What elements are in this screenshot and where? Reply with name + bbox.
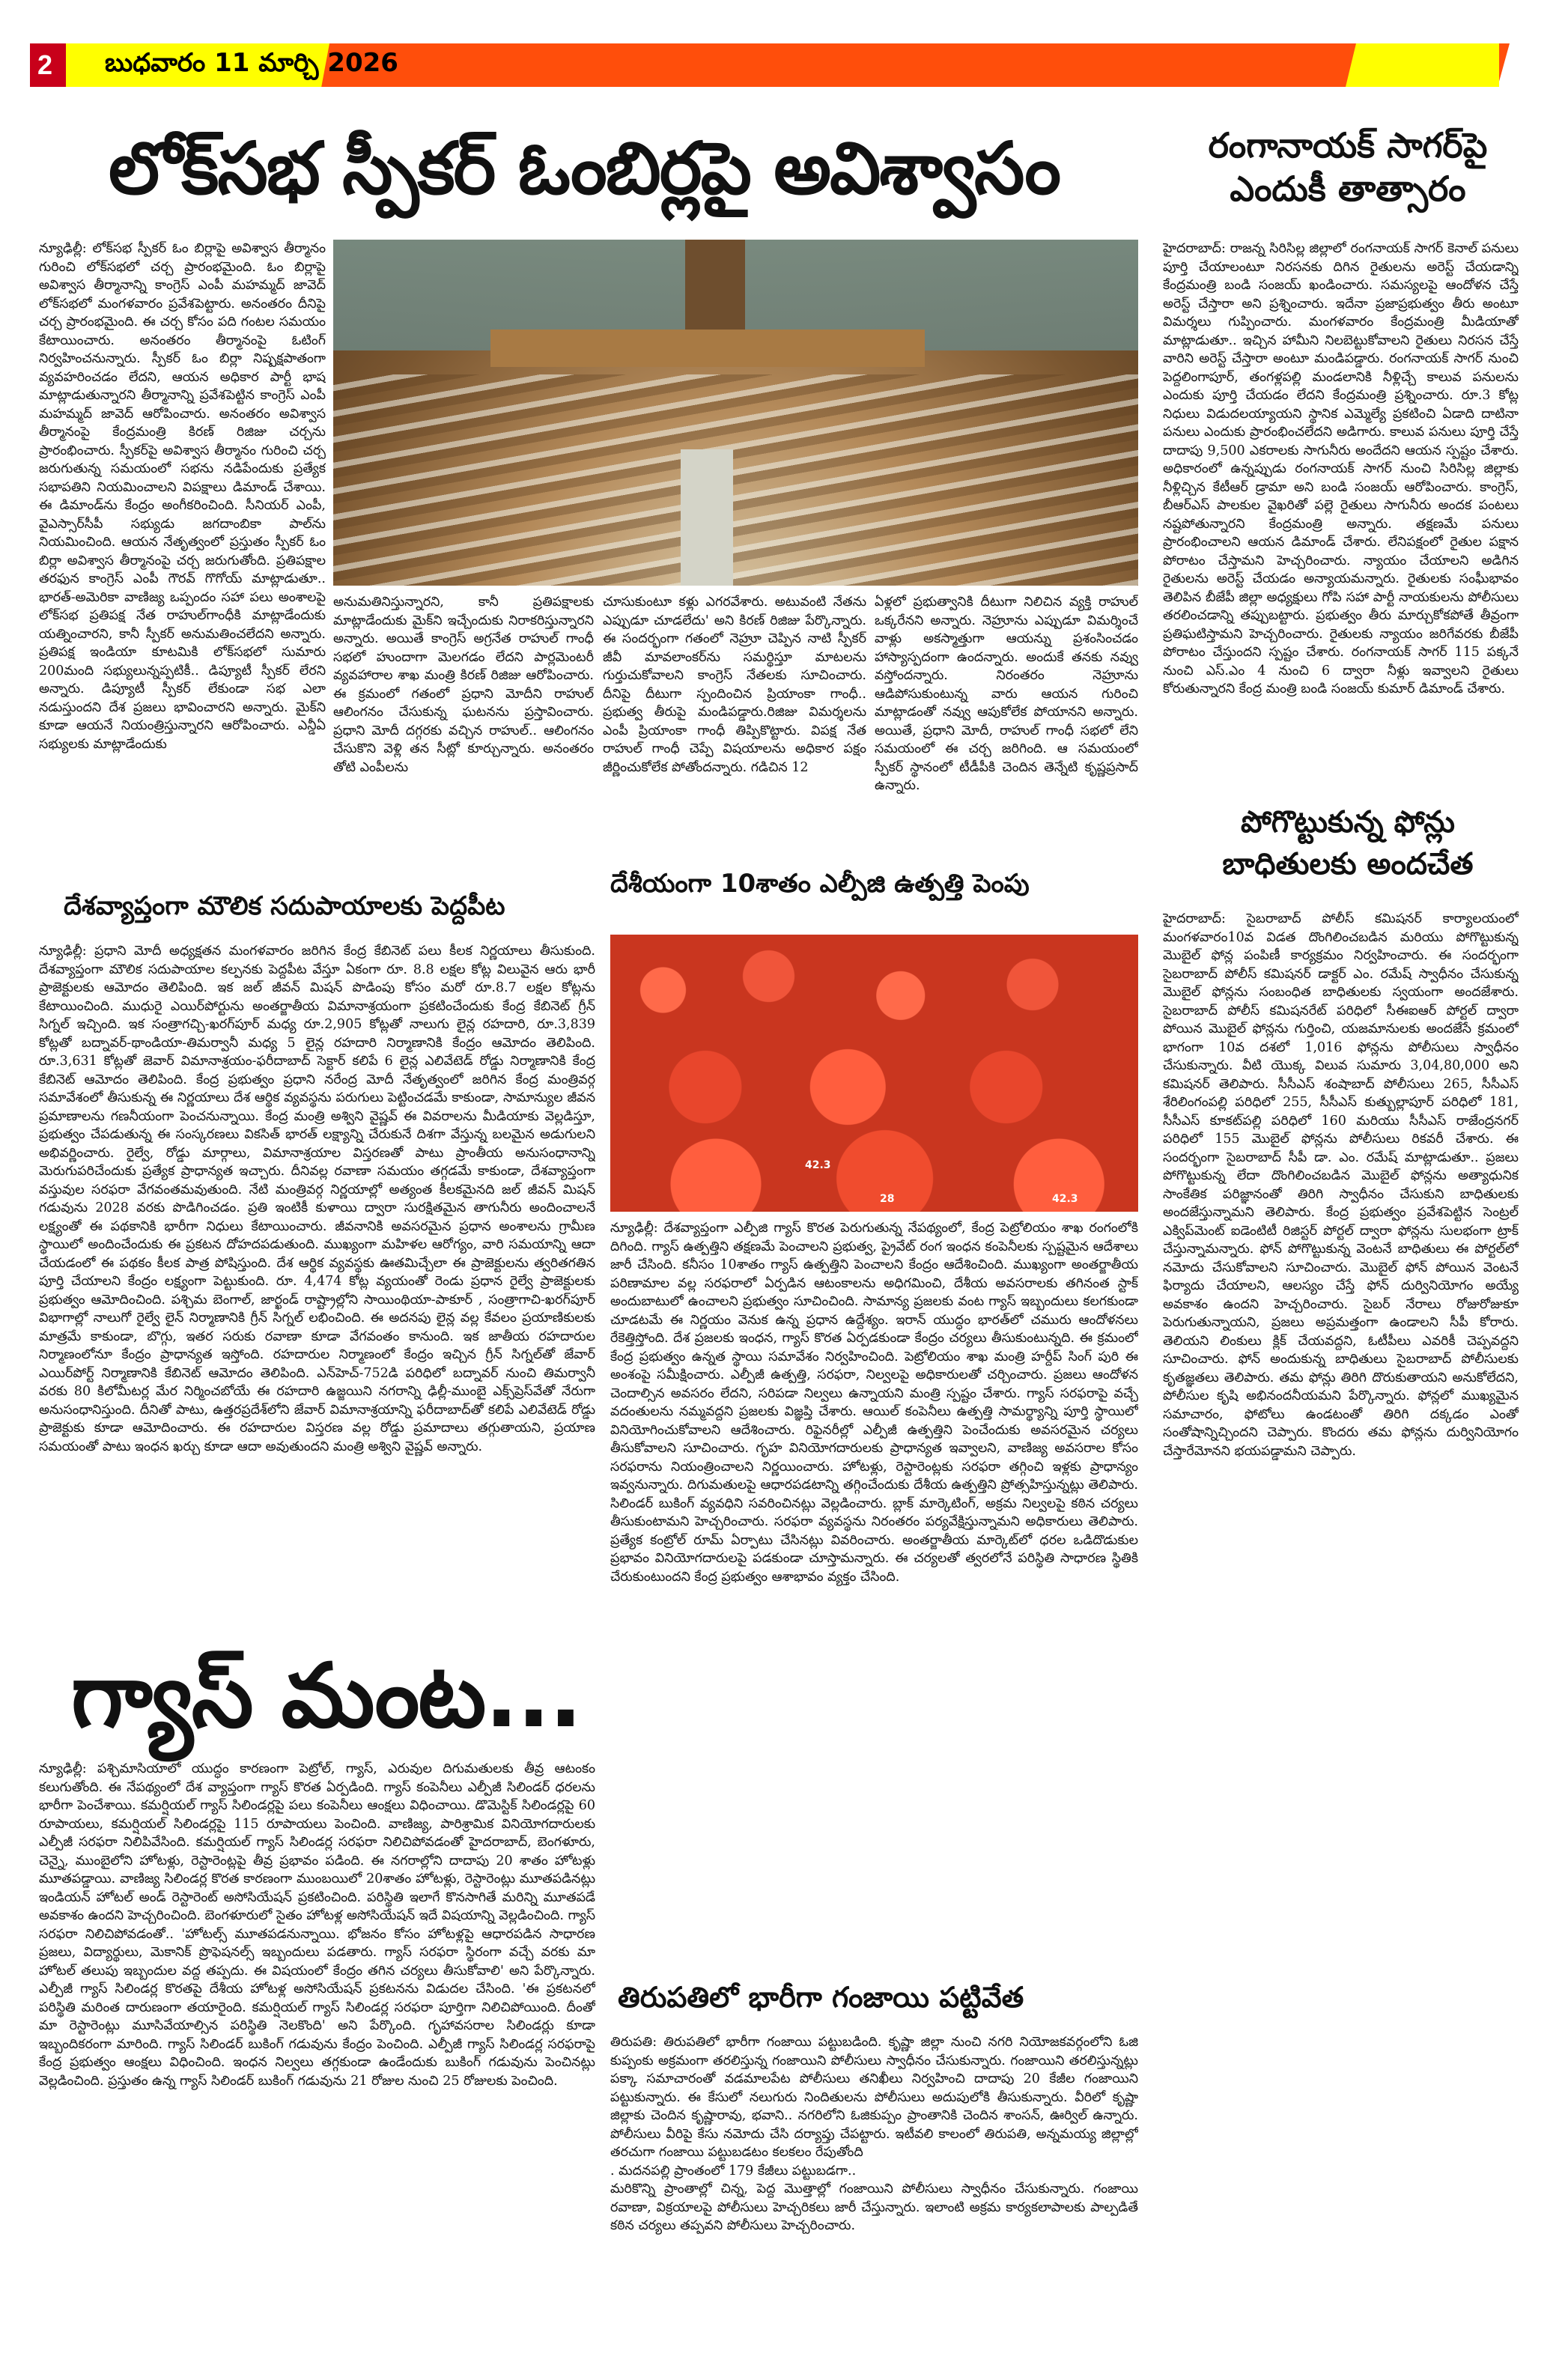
- lpg-story-body: న్యూఢిల్లీ: దేశవ్యాప్తంగా ఎల్పీజి గ్యాస్ కొరత పెరుగుతున్న నేపథ్యంలో, కేంద్ర పెట్రోలియం శాఖ రంగంలోకి దిగింది. గ్యాస్ ఉత్పత్తిని తక్షణమే పెంచాలని ప్రభుత్వ, ప్రైవేట్ రంగ ఇంధన కంపెనీలకు స్పష్టమైన ఆదేశాలు జారీ చేసింది. కనీసం 10శాతం గ్యాస్ ఉత్పత్తిని పెంచాలని కేంద్రం ఆదేశించింది. ముఖ్యంగా అంతర్జాతీయ పరిణామాల వల్ల సరఫరాలో ఏర్పడిన ఆటంకాలను అధిగమించి, దేశీయ అవసరాలకు తగినంత స్టాక్ అందుబాటులో ఉంచాలని ప్రభుత్వం సూచించింది. సామాన్య ప్రజలకు వంట గ్యాస్ ఇబ్బందులు కలగకుండా చూడటమే ఈ నిర్ణయం వెనుక ఉన్న ప్రధాన ఉద్దేశ్యం. ఇరాన్ యుద్ధం భారత్‌లో చమురు ఆందోళనలు రేకెత్తిస్తోంది. దేశ ప్రజలకు ఇంధన, గ్యాస్ కొరత ఏర్పడకుండా కేంద్రం చర్యలు తీసుకుంటున్నది. ఈ క్రమంలో కేంద్ర ప్రభుత్వం ఉన్నత స్థాయి సమావేశం నిర్వహించింది. పెట్రోలియం శాఖ మంత్రి హర్దీప్ సింగ్ పురి ఈ అంశంపై సమీక్షించారు. ఎల్పీజీ ఉత్పత్తి, సరఫరా, నిల్వలపై అధికారులతో చర్చించారు. ప్రజలు ఆందోళన చెందాల్సిన అవసరం లేదని, సరిపడా నిల్వలు ఉన్నాయని మంత్రి స్పష్టం చేశారు. గ్యాస్ సరఫరాపై వచ్చే వదంతులను నమ్మవద్దని ప్రజలకు విజ్ఞప్తి చేశారు. ఆయిల్ కంపెనీలు ఉత్పత్తి సామర్థ్యాన్ని పూర్తి స్థాయిలో వినియోగించుకోవాలని ఆదేశించారు. రిఫైనరీల్లో ఎల్పీజీ ఉత్పత్తిని పెంచేందుకు అవసరమైన చర్యలు తీసుకోవాలని సూచించారు. గృహ వినియోగదారులకు ప్రాధాన్యత ఇవ్వాలని, వాణిజ్య అవసరాల కోసం సరఫరాను నియంత్రించాలని నిర్ణయించారు. హోటళ్లు, రెస్టారెంట్లకు సరఫరా తగ్గించి ఇళ్లకు ప్రాధాన్యం ఇవ్వనున్నారు. దిగుమతులపై ఆధారపడటాన్ని తగ్గించేందుకు దేశీయ ఉత్పత్తిని ప్రోత్సహిస్తున్నట్లు తెలిపారు. సిలిండర్ బుకింగ్ వ్యవధిని సవరించినట్లు వెల్లడించారు. బ్లాక్ మార్కెటింగ్, అక్రమ నిల్వలపై కఠిన చర్యలు తీసుకుంటామని హెచ్చరించారు. సరఫరా వ్యవస్థను నిరంతరం పర్యవేక్షిస్తున్నామని అధికారులు తెలిపారు. ప్రత్యేక కంట్రోల్ రూమ్ ఏర్పాటు చేసినట్లు వివరించారు. అంతర్జాతీయ మార్కెట్‌లో ధరల ఒడిదొడుకుల ప్రభావం వినియోగదారులపై పడకుండా చూస్తామన్నారు. ఈ చర్యలతో త్వరలోనే పరిస్థితి సాధారణ స్థితికి చేరుకుంటుందని కేంద్ర ప్రభుత్వం ఆశాభావం వ్యక్తం చేసింది.: [610, 1221, 1138, 1585]
- ganja-story-body2: . మదనపల్లి ప్రాంతంలో 179 కేజీలు పట్టుబడగా..: [610, 2163, 857, 2179]
- ganja-headline: తిరుపతిలో భారీగా గంజాయి పట్టివేత: [618, 1981, 1024, 2014]
- ganja-story-body: తిరుపతి: తిరుపతిలో భారీగా గంజాయి పట్టుబడింది. కృష్ణా జిల్లా నుంచి నగరి నియోజకవర్గంలోని ఓజి కుప్పంకు అక్రమంగా తరలిస్తున్న గంజాయిని పోలీసులు స్వాధీనం చేసుకున్నారు. గంజాయిని తరలిస్తున్నట్లు పక్కా సమాచారంతో వడమాలపేట పోలీసులు తనిఖీలు నిర్వహించి దాదాపు 20 కేజీల గంజాయిని పట్టుకున్నారు. ఈ కేసులో నలుగురు నిందితులను పోలీసులు అదుపులోకి తీసుకున్నారు. వీరిలో కృష్ణా జిల్లాకు చెందిన కృష్ణారావు, భవాని.. నగరిలోని ఓజికుప్పం ప్రాంతానికి చెందిన శాంసన్, ఊర్విల్ ఉన్నారు. పోలీసులు వీరిపై కేసు నమోదు చేసి దర్యాప్తు చేపట్టారు. ఇటీవలి కాలంలో తిరుపతి, అన్నమయ్య జిల్లాల్లో తరచుగా గంజాయి పట్టుబడటం కలకలం రేపుతోంది: [610, 2035, 1138, 2160]
- ganja-story: [610, 2033, 1138, 2250]
- infra-headline: దేశవ్యాప్తంగా మౌలిక సదుపాయాలకు పెద్దపీట: [64, 891, 505, 921]
- photo-aisle: [681, 449, 733, 586]
- header-band-yellow-right: [1346, 43, 1499, 87]
- lead-story-col2: అనుమతినిస్తున్నారని, కానీ ప్రతిపక్షాలకు మాట్లాడేందుకు మైక్‌ని ఇచ్చేందుకు నిరాకరిస్తున్నారని అన్నారు. అయితే కాంగ్రెస్ అగ్రనేత రాహుల్ గాంధీ సభలో హుందాగా మెలగడం లేదని పార్లమెంటరీ వ్యవహారాల శాఖ మంత్రి కిరణ్ రిజిజు ఆరోపించారు. ఈ క్రమంలో గతంలో ప్రధాని మోదీని రాహుల్ ఆలింగనం చేసుకున్న ఘటనను ప్రస్తావించారు. ప్రధాని మోదీ దగ్గరకు వచ్చిన రాహుల్.. ఆలింగనం చేసుకొని వెళ్లి తన సీట్లో కూర్చున్నారు. అనంతరం తోటి ఎంపీలను: [333, 595, 594, 775]
- photo-door: [685, 240, 745, 330]
- page-number: 2: [37, 49, 53, 80]
- side-story1-body: హైదరాబాద్: రాజన్న సిరిసిల్ల జిల్లాలో రంగనాయక్ సాగర్ కెనాల్ పనులు పూర్తి చేయాలంటూ నిరసనకు దిగిన రైతులను అరెస్ట్ చేయడాన్ని కేంద్రమంత్రి బండి సంజయ్ ఖండించారు. సమస్యలపై ఆందోళన చేస్తే అరెస్ట్ చేస్తారా అని ప్రశ్నించారు. ఇదేనా ప్రజాప్రభుత్వం తీరు అంటూ విమర్శలు గుప్పించారు. మంగళవారం కేంద్రమంత్రి మీడియాతో మాట్లాడుతూ.. ఇచ్చిన హామీని నిలబెట్టుకోవాలని రైతులు నిరసన చేస్తే వారిని అరెస్ట్ చేస్తారా అంటూ మండిపడ్డారు. రంగనాయక్ సాగర్ నుంచి పెద్దలింగాపూర్, తంగళ్లపల్లి మండలానికి నీళ్లిచ్చే కాలువ పనులను ఎందుకు పూర్తి చేయడం లేదని కేంద్రమంత్రి ప్రశ్నించారు. రూ.3 కోట్ల నిధులు విడుదలయ్యాయని స్థానిక ఎమ్మెల్యే ప్రకటించి ఏడాది దాటినా పనులు ఎందుకు ప్రారంభించలేదని అడిగారు. కాలువ పనులు పూర్తి చేస్తే దాదాపు 9,500 ఎకరాలకు సాగునీరు అందేదని ఆయన స్పష్టం చేశారు. అధికారంలో ఉన్నప్పుడు రంగనాయక్ సాగర్ నుంచి సిరిసిల్ల జిల్లాకు నీళ్లిచ్చిన కేటీఆర్ డ్రామా అని బండి సంజయ్ ఆరోపించారు. కాంగ్రెస్, బీఆర్ఎస్ పాలకుల వైఖరితో పల్లె రైతులు సాగునీరు అందక పంటలు నష్టపోతున్నారని కేంద్రమంత్రి అన్నారు. తక్షణమే పనులు ప్రారంభించాలని ఆయన డిమాండ్ చేశారు. లేనిపక్షంలో రైతుల పక్షాన పోరాటం చేస్తామని హెచ్చరించారు. న్యాయం చేయాలని అడిగిన రైతులను అరెస్ట్ చేయడం అన్యాయమన్నారు. రైతులకు సంఘీభావం తెలిపిన బీజేపీ జిల్లా అధ్యక్షులు గోపి సహా పార్టీ నాయకులను పోలీసులు తరలించడాన్ని తప్పుబట్టారు. ప్రభుత్వం తీరు మార్చుకోకపోతే తీవ్రంగా ప్రతిఘటిస్తామని హెచ్చరించారు. రైతులకు న్యాయం జరిగేవరకు బీజేపీ పోరాటం చేస్తుందని స్పష్టం చేశారు. రంగనాయక్ సాగర్ 115 పక్కనే నుంచి ఎస్.ఎం 4 నుంచి 6 ద్వారా నీళ్లు ఇవ్వాలని రైతులు కోరుతున్నారని కేంద్ర మంత్రి బండి సంజయ్ కుమార్ డిమాండ్ చేశారు.: [1163, 241, 1519, 696]
- side-story1-headline-line1: రంగానాయక్ సాగర్‌పై: [1208, 125, 1488, 166]
- cylinder-label: 28: [880, 1193, 895, 1205]
- cylinder-label: 42.3: [805, 1159, 831, 1171]
- side-story1-headline: [1146, 124, 1550, 210]
- lpg-headline: దేశీయంగా 10శాతం ఎల్పీజి ఉత్పత్తి పెంపు: [610, 869, 1030, 899]
- gas-headline: గ్యాస్ మంట...: [71, 1644, 581, 1747]
- lead-story-col3: చూసుకుంటూ కళ్లు ఎగరవేశారు. అటువంటి నేతను ఎప్పుడూ చూడలేదు' అని కిరణ్ రిజిజు పేర్కొన్నారు. ఈ సందర్భంగా గతంలో నెహ్రూ చెప్పిన నాటి స్పీకర్ జీవీ మావలాంకర్‌ను సమర్థిస్తూ మాటలను గుర్తుచుకోవాలని కాంగ్రెస్ నేతలకు సూచించారు. దీనిపై దీటుగా స్పందించిన ప్రియాంకా గాంధీ.. ప్రభుత్వ తీరుపై మండిపడ్డారు.రిజిజు విమర్శలను ఎంపీ ప్రియాంకా గాంధీ తిప్పికొట్టారు. విపక్ష నేత రాహుల్ గాంధీ చెప్పే విషయాలను అధికార పక్షం జీర్ణించుకోలేక పోతోందన్నారు. గడిచిన 12: [603, 595, 866, 775]
- lead-story-col1: న్యూఢిల్లీ: లోక్‌సభ స్పీకర్ ఓం బిర్లాపై అవిశ్వాస తీర్మానం గురించి లోక్‌సభలో చర్చ ప్రారంభమైంది. ఓం బిర్లాపై అవిశ్వాస తీర్మానాన్ని కాంగ్రెస్ ఎంపీ మహమ్మద్ జావెద్ లోక్‌సభలో మంగళవారం ప్రవేశపెట్టారు. అనంతరం దీనిపై చర్చ ప్రారంభమైంది. ఈ చర్చ కోసం పది గంటల సమయం కేటాయించారు. అనంతరం తీర్మానంపై ఓటింగ్ నిర్వహించనున్నారు. స్పీకర్ ఓం బిర్లా నిష్పక్షపాతంగా వ్యవహరించడం లేదని, ఆయన అధికార పార్టీ భాష మాట్లాడుతున్నారని తీర్మానాన్ని ప్రవేశపెట్టిన కాంగ్రెస్ ఎంపీ మహమ్మద్ జావెద్ ఆరోపించారు. అనంతరం అవిశ్వాస తీర్మానంపై కేంద్రమంత్రి కిరణ్ రిజిజు చర్చను ప్రారంభించారు. స్పీకర్‌పై అవిశ్వాస తీర్మానం గురించి చర్చ జరుగుతున్న సమయంలో సభను నడిపేందుకు ప్రత్యేక సభాపతిని నియమించాలని విపక్షాలు డిమాండ్ చేశాయి. ఈ డిమాండ్‌ను కేంద్రం అంగీకరించింది. సీనియర్ ఎంపీ, వైఎస్సార్‌సీపీ సభ్యుడు జగదాంబికా పాల్‌ను నియమించింది. ఆయన నేతృత్వంలో ప్రస్తుతం స్పీకర్ ఓం బిర్లా అవిశ్వాస తీర్మానంపై చర్చ జరుగుతోంది. ప్రతిపక్షాల తరఫున కాంగ్రెస్ ఎంపీ గౌరవ్ గొగోయ్ మాట్లాడుతూ.. భారత్-అమెరికా వాణిజ్య ఒప్పందం సహా పలు అంశాలపై లోక్‌సభ ప్రతిపక్ష నేత రాహుల్‌గాంధీకి మాట్లాడేందుకు యత్నించారని, కానీ స్పీకర్ అనుమతించలేదని అన్నారు. ప్రతిపక్ష ఇండియా కూటమికి లోక్‌సభలో సుమారు 200మంది సభ్యులున్నప్పటికీ.. డిప్యూటీ స్పీకర్ లేరని అన్నారు. డిప్యూటీ స్పీకర్ లేకుండా సభ ఎలా నడుస్తుందని దేశ ప్రజలు భావించారని అన్నారు. మైక్‌ని కూడా ఆయనే నియంత్రిస్తున్నారని ఆరోపించారు. ఎన్డీఏ సభ్యులకు మాట్లాడేందుకు: [39, 241, 326, 752]
- side-story2-body: హైదరాబాద్: సైబరాబాద్ పోలీస్ కమిషనర్ కార్యాలయంలో మంగళవారం10వ విడత దొంగిలించబడిన మరియు పోగొట్టుకున్న మొబైల్ ఫోన్ల పంపిణీ కార్యక్రమం నిర్వహించారు. ఈ సందర్భంగా సైబరాబాద్ పోలీస్ కమిషనర్ డాక్టర్ ఎం. రమేష్ స్వాధీనం చేసుకున్న మొబైల్ ఫోన్లను సంబంధిత బాధితులకు స్వయంగా అందజేశారు. సైబరాబాద్ పోలీస్ కమిషనరేట్ పరిధిలో సీఈఐఆర్ పోర్టల్ ద్వారా పోయిన మొబైల్ ఫోన్లను గుర్తించి, యజమానులకు అందజేసే క్రమంలో భాగంగా 10వ దశలో 1,016 ఫోన్లను పోలీసులు స్వాధీనం చేసుకున్నారు. వీటి యొక్క విలువ సుమారు 3,04,80,000 అని కమిషనర్ తెలిపారు. సీసీఎస్ శంషాబాద్ పోలీసులు 265, సీసీఎస్ శేరిలింగంపల్లి పరిధిలో 255, సీసీఎస్ కుత్బుల్లాపూర్ పరిధిలో 181, సీసీఎస్ కూకట్‌పల్లి పరిధిలో 160 మరియు సీసీఎస్ రాజేంద్రనగర్ పరిధిలో 155 మొబైల్ ఫోన్లను పోలీసులు రికవరీ చేశారు. ఈ సందర్భంగా సైబరాబాద్ సీపీ డా. ఎం. రమేష్ మాట్లాడుతూ.. ప్రజలు పోగొట్టుకున్న లేదా దొంగిలించబడిన మొబైల్ ఫోన్లను అత్యాధునిక సాంకేతిక పరిజ్ఞానంతో తిరిగి స్వాధీనం చేసుకుని బాధితులకు అందజేస్తున్నామని తెలిపారు. కేంద్ర ప్రభుత్వం ప్రవేశపెట్టిన సెంట్రల్ ఎక్విప్‌మెంట్ ఐడెంటిటీ రిజిస్టర్ పోర్టల్ ద్వారా ఫోన్లను సులభంగా ట్రాక్ చేస్తున్నామన్నారు. ఫోన్ పోగొట్టుకున్న వెంటనే బాధితులు ఈ పోర్టల్‌లో నమోదు చేసుకోవాలని సూచించారు. మొబైల్ ఫోన్ పోయిన వెంటనే ఫిర్యాదు చేయాలని, ఆలస్యం చేస్తే ఫోన్ దుర్వినియోగం అయ్యే అవకాశం ఉందని హెచ్చరించారు. సైబర్ నేరాలు రోజురోజుకూ పెరుగుతున్నాయని, ప్రజలు అప్రమత్తంగా ఉండాలని సీపీ కోరారు. తెలియని లింకులు క్లిక్ చేయవద్దని, ఓటీపీలు ఎవరికీ చెప్పవద్దని సూచించారు. ఫోన్ అందుకున్న బాధితులు సైబరాబాద్ పోలీసులకు కృతజ్ఞతలు తెలిపారు. తమ ఫోన్లు తిరిగి దొరుకుతాయని అనుకోలేదని, పోలీసుల కృషి అభినందనీయమని పేర్కొన్నారు. ఫోన్లలో ముఖ్యమైన సమాచారం, ఫోటోలు ఉండటంతో తిరిగి దక్కడం ఎంతో సంతోషాన్నిచ్చిందని చెప్పారు. కొందరు తమ ఫోన్లను దుర్వినియోగం చేస్తారేమోనని భయపడ్డామని చెప్పారు.: [1163, 911, 1519, 1459]
- gas-story-body: న్యూఢిల్లీ: పశ్చిమాసియాలో యుద్ధం కారణంగా పెట్రోల్, గ్యాస్, ఎరువుల దిగుమతులకు తీవ్ర ఆటంకం కలుగుతోంది. ఈ నేపథ్యంలో దేశ వ్యాప్తంగా గ్యాస్ కొరత ఏర్పడింది. గ్యాస్ కంపెనీలు ఎల్పీజీ సిలిండర్ ధరలను భారీగా పెంచేశాయి. కమర్షియల్ గ్యాస్ సిలిండర్లపై పలు కంపెనీలు ఆంక్షలు విధించాయి. డొమెస్టిక్ సిలిండర్లపై 60 రూపాయలు, కమర్షియల్ సిలిండర్లపై 115 రూపాయలు పెంచింది. వాణిజ్య, పారిశ్రామిక వినియోగదారులకు ఎల్పీజీ సరఫరా నిలిపివేసింది. కమర్షియల్ గ్యాస్ సిలిండర్ల సరఫరా నిలిచిపోవడంతో హైదరాబాద్, బెంగళూరు, చెన్నై, ముంబైలోని హోటళ్లు, రెస్టారెంట్లపై తీవ్ర ప్రభావం పడింది. ఈ నగరాల్లోని దాదాపు 20 శాతం హోటళ్లు మూతపడ్డాయి. వాణిజ్య సిలిండర్ల కొరత కారణంగా ముంబయిలో 20శాతం హోటళ్లు, రెస్టారెంట్లు మూతపడినట్లు ఇండియన్ హోటల్ అండ్ రెస్టారెంట్ అసోసియేషన్ ప్రకటించింది. పరిస్థితి ఇలాగే కొనసాగితే మరిన్ని మూతపడే అవకాశం ఉందని హెచ్చరించింది. బెంగళూరులో సైతం హోటళ్ల అసోసియేషన్ ఇదే విషయాన్ని వెల్లడించింది. గ్యాస్ సరఫరా నిలిచిపోవడంతో.. 'హోటల్స్ మూతపడనున్నాయి. భోజనం కోసం హోటళ్లపై ఆధారపడిన సాధారణ ప్రజలు, విద్యార్థులు, మెకానిక్ ప్రొఫెషనల్స్ ఇబ్బందులు పడతారు. గ్యాస్ సరఫరా స్థిరంగా వచ్చే వరకు మా హోటల్ తలుపు ఇబ్బందుల వద్ద తప్పదు. ఈ విషయంలో కేంద్రం తగిన చర్యలు తీసుకోవాలి' అని పేర్కొన్నారు. ఎల్పీజీ గ్యాస్ సిలిండర్ల కొరతపై దేశీయ హోటళ్ల అసోసియేషన్ ప్రకటనను విడుదల చేసింది. 'ఈ ప్రకటనలో పరిస్థితి మరింత దారుణంగా తయారైంది. కమర్షియల్ గ్యాస్ సిలిండర్ల సరఫరా పూర్తిగా నిలిచిపోయింది. దీంతో మా రెస్టారెంట్లు మూసివేయాల్సిన పరిస్థితి నెలకొంది' అని పేర్కొంది. గృహావసరాల సిలిండర్లు కూడా ఇబ్బందికరంగా మారింది. గ్యాస్ సిలిండర్ బుకింగ్ గడువును కేంద్రం పెంచింది. ఎల్పీజీ గ్యాస్ సిలిండర్ల సరఫరాపై కేంద్ర ప్రభుత్వం ఆంక్షలు విధించింది. ఇంధన నిల్వలు తగ్గకుండా ఉండేందుకు బుకింగ్ గడువును పెంచినట్లు వెల్లడించింది. ప్రస్తుతం ఉన్న గ్యాస్ సిలిండర్ బుకింగ్ గడువును 21 రోజుల నుంచి 25 రోజులకు పెంచింది.: [39, 1761, 595, 2089]
- lead-story-col4: ఏళ్లలో ప్రభుత్వానికి దీటుగా నిలిచిన వ్యక్తి రాహుల్ ఒక్కరేనని అన్నారు. నెహ్రూను ఎప్పుడూ విమర్శించే వాళ్లు అకస్మాత్తుగా ఆయన్ను ప్రశంసించడం హాస్యాస్పదంగా ఉందన్నారు. అందుకే తనకు నవ్వు వస్తోందన్నారు. నిరంతరం నెహ్రూను ఆడిపోసుకుంటున్న వారు ఆయన గురించి మాట్లాడంతో నవ్వు ఆపుకోలేక పోయానని అన్నారు. అయితే, ప్రధాని మోదీ, రాహుల్ గాంధీ సభలో లేని సమయంలో ఈ చర్చ జరిగింది. ఆ సమయంలో స్పీకర్ స్థానంలో టీడీపీకి చెందిన తెన్నేటి కృష్ణప్రసాద్ ఉన్నారు.: [875, 595, 1138, 793]
- page-number-box: [30, 43, 66, 87]
- infra-story-body: న్యూఢిల్లీ: ప్రధాని మోదీ అధ్యక్షతన మంగళవారం జరిగిన కేంద్ర కేబినెట్ పలు కీలక నిర్ణయాలు తీసుకుంది. దేశవ్యాప్తంగా మౌలిక సదుపాయాల కల్పనకు పెద్దపీట వేస్తూ ఏకంగా రూ. 8.8 లక్షల కోట్ల విలువైన ఆరు భారీ ప్రాజెక్టులకు ఆమోదం తెలిపింది. ఇక జల్ జీవన్ మిషన్ పొడింపు కోసం మరో రూ.8.7 లక్షల కోట్లను కేటాయించింది. ముధురై ఎయిర్‌పోర్టును అంతర్జాతీయ విమానాశ్రయంగా ప్రకటించేందుకు కేంద్ర కేబినెట్ గ్రీన్ సిగ్నల్ ఇచ్చింది. ఇక సంత్రాగచ్చి-ఖరగ్‌పూర్ మధ్య రూ.2,905 కోట్లతో నాలుగు లైన్ల రహదారి, రూ.3,839 కోట్లతో బద్నావర్-థాండియా-తిమర్వానీ మధ్య 5 లైన్ల రహదారి నిర్మాణానికి కేంద్రం ఆమోదం తెలిపింది. రూ.3,631 కోట్లతో జెవార్ విమానాశ్రయం-ఫరీదాబాద్ సెక్టార్ కలిపే 6 లైన్ల ఎలివేటెడ్ రోడ్డు నిర్మాణానికి కేంద్ర కేబినెట్ ఆమోదం తెలిపింది. కేంద్ర ప్రభుత్వం ప్రధాని నరేంద్ర మోదీ నేతృత్వంలో జరిగిన కేంద్ర మంత్రివర్గ సమావేశంలో తీసుకున్న ఈ నిర్ణయాలు దేశ ఆర్థిక వ్యవస్థను పరుగులు పెట్టించడమే కాకుండా, సామాన్యుల జీవన ప్రమాణాలను గణనీయంగా పెంచనున్నాయి. కేంద్ర మంత్రి అశ్విని వైష్ణవ్ ఈ వివరాలను మీడియాకు వెల్లడిస్తూ, ప్రభుత్వం చేపడుతున్న ఈ సంస్కరణలు వికసిత్ భారత్ లక్ష్యాన్ని చేరుకునే దిశగా వేస్తున్న బలమైన అడుగులని అభివర్ణించారు. రైల్వే, రోడ్డు మార్గాలు, విమానాశ్రయాల విస్తరణతో పాటు ప్రాంతీయ అనుసంధానాన్ని మెరుగుపరిచేందుకు ప్రత్యేక ప్రాధాన్యత ఇచ్చారు. దీనివల్ల రవాణా సమయం తగ్గడమే కాకుండా, దేశవ్యాప్తంగా వస్తువుల సరఫరా వేగవంతమవుతుంది. నేటి మంత్రివర్గ నిర్ణయాల్లో అత్యంత కీలకమైనది జల్ జీవన్ మిషన్ గడువును 2028 వరకు పొడిగించడం. ప్రతి ఇంటికీ కుళాయి ద్వారా సురక్షితమైన తాగునీరు అందించాలనే లక్ష్యంతో ఈ పథకానికి భారీగా నిధులు కేటాయించారు. జీవనానికి అవసరమైన ప్రధాన అంశాలను గ్రామీణ స్థాయిలో అందించేందుకు ఈ ప్రకటన దోహదపడుతుంది. ముఖ్యంగా మహిళల ఆరోగ్యం, వారి సమయాన్ని ఆదా చేయడంలో ఈ పథకం కీలక పాత్ర పోషిస్తుంది. దేశ ఆర్థిక వ్యవస్థకు ఊతమిచ్చేలా ఈ ప్రాజెక్టులను త్వరితగతిన పూర్తి చేయాలని కేంద్రం లక్ష్యంగా పెట్టుకుంది. రూ. 4,474 కోట్ల వ్యయంతో రెండు ప్రధాన రైల్వే ప్రాజెక్టులకు ప్రభుత్వం ఆమోదించింది. పశ్చిమ బెంగాల్, జార్ఖండ్ రాష్ట్రాల్లోని సాయింథియా-పాకూర్ , సంత్రాగాచి-ఖరగ్‌పూర్ విభాగాల్లో నాలుగో రైల్వే లైన్ నిర్మాణానికి గ్రీన్ సిగ్నల్ లభించింది. ఈ అదనపు లైన్ల వల్ల కేవలం ప్రయాణికులకు మాత్రమే కాకుండా, బొగ్గు, ఇతర సరుకు రవాణా కూడా వేగవంతం కానుంది. ఇక జాతీయ రహదారుల నిర్మాణంలోనూ కేంద్రం ప్రాధాన్యత ఇస్తోంది. రహదారుల నిర్మాణంలో కేంద్రం ఇచ్చిన గ్రీన్ సిగ్నల్‌తో జేవార్ ఎయిర్‌పోర్ట్ నిర్మాణానికి కేబినెట్ ఆమోదం తెలిపింది. ఎన్‌హెచ్-752డి పరిధిలో బద్నావర్ నుంచి తిమర్వానీ వరకు 80 కిలోమీటర్ల మేర నిర్మించబోయే ఈ రహదారి ఉజ్జయిని నగరాన్ని ఢిల్లీ-ముంబై ఎక్స్‌ప్రెస్‌వేతో నేరుగా అనుసంధానిస్తుంది. దీనితో పాటు, ఉత్తరప్రదేశ్‌లోని జేవార్ విమానాశ్రయాన్ని ఫరీదాబాద్‌తో కలిపే ఎలివేటెడ్ రోడ్డు ప్రాజెక్టుకు కూడా ఆమోదించారు. ఈ రహదారుల విస్తరణ వల్ల రోడ్డు ప్రమాదాలు తగ్గుతాయని, ప్రయాణ సమయంతో పాటు ఇంధన ఖర్చు కూడా ఆదా అవుతుందని మంత్రి అశ్విని వైష్ణవ్ అన్నారు.: [39, 944, 595, 1454]
- side-story2-headline-line2: బాధితులకు అందచేత: [1222, 847, 1474, 881]
- photo-seats: [333, 374, 1138, 586]
- page-header-band: [30, 43, 1499, 87]
- header-band-orange: [312, 43, 1510, 87]
- gas-cylinders-photo: [610, 935, 1138, 1212]
- parliament-photo: [333, 240, 1138, 586]
- lead-headline: లోక్‌సభ స్పీకర్ ఓంబిర్లపై అవిశ్వాసం: [108, 127, 1060, 210]
- photo-rostrum: [490, 330, 925, 367]
- issue-date: బుధవారం 11 మార్చి 2026: [105, 48, 398, 78]
- side-story2-headline-line1: పోగొట్టుకున్న ఫోన్లు: [1240, 805, 1456, 840]
- cylinder-label: 42.3: [1052, 1193, 1078, 1205]
- ganja-story-body3: మరికొన్ని ప్రాంతాల్లో చిన్న, పెద్ద మొత్తాల్లో గంజాయిని పోలీసులు స్వాధీనం చేసుకున్నారు. గంజాయి రవాణా, విక్రయాలపై పోలీసులు హెచ్చరికలు జారీ చేస్తున్నారు. ఇలాంటి అక్రమ కార్యకలాపాలకు పాల్పడితే కఠిన చర్యలు తప్పవని పోలీసులు హెచ్చరించారు.: [610, 2182, 1138, 2233]
- side-story2-headline: [1146, 801, 1550, 885]
- side-story1-headline-line2: ఎందుకీ తాత్సారం: [1230, 169, 1466, 209]
